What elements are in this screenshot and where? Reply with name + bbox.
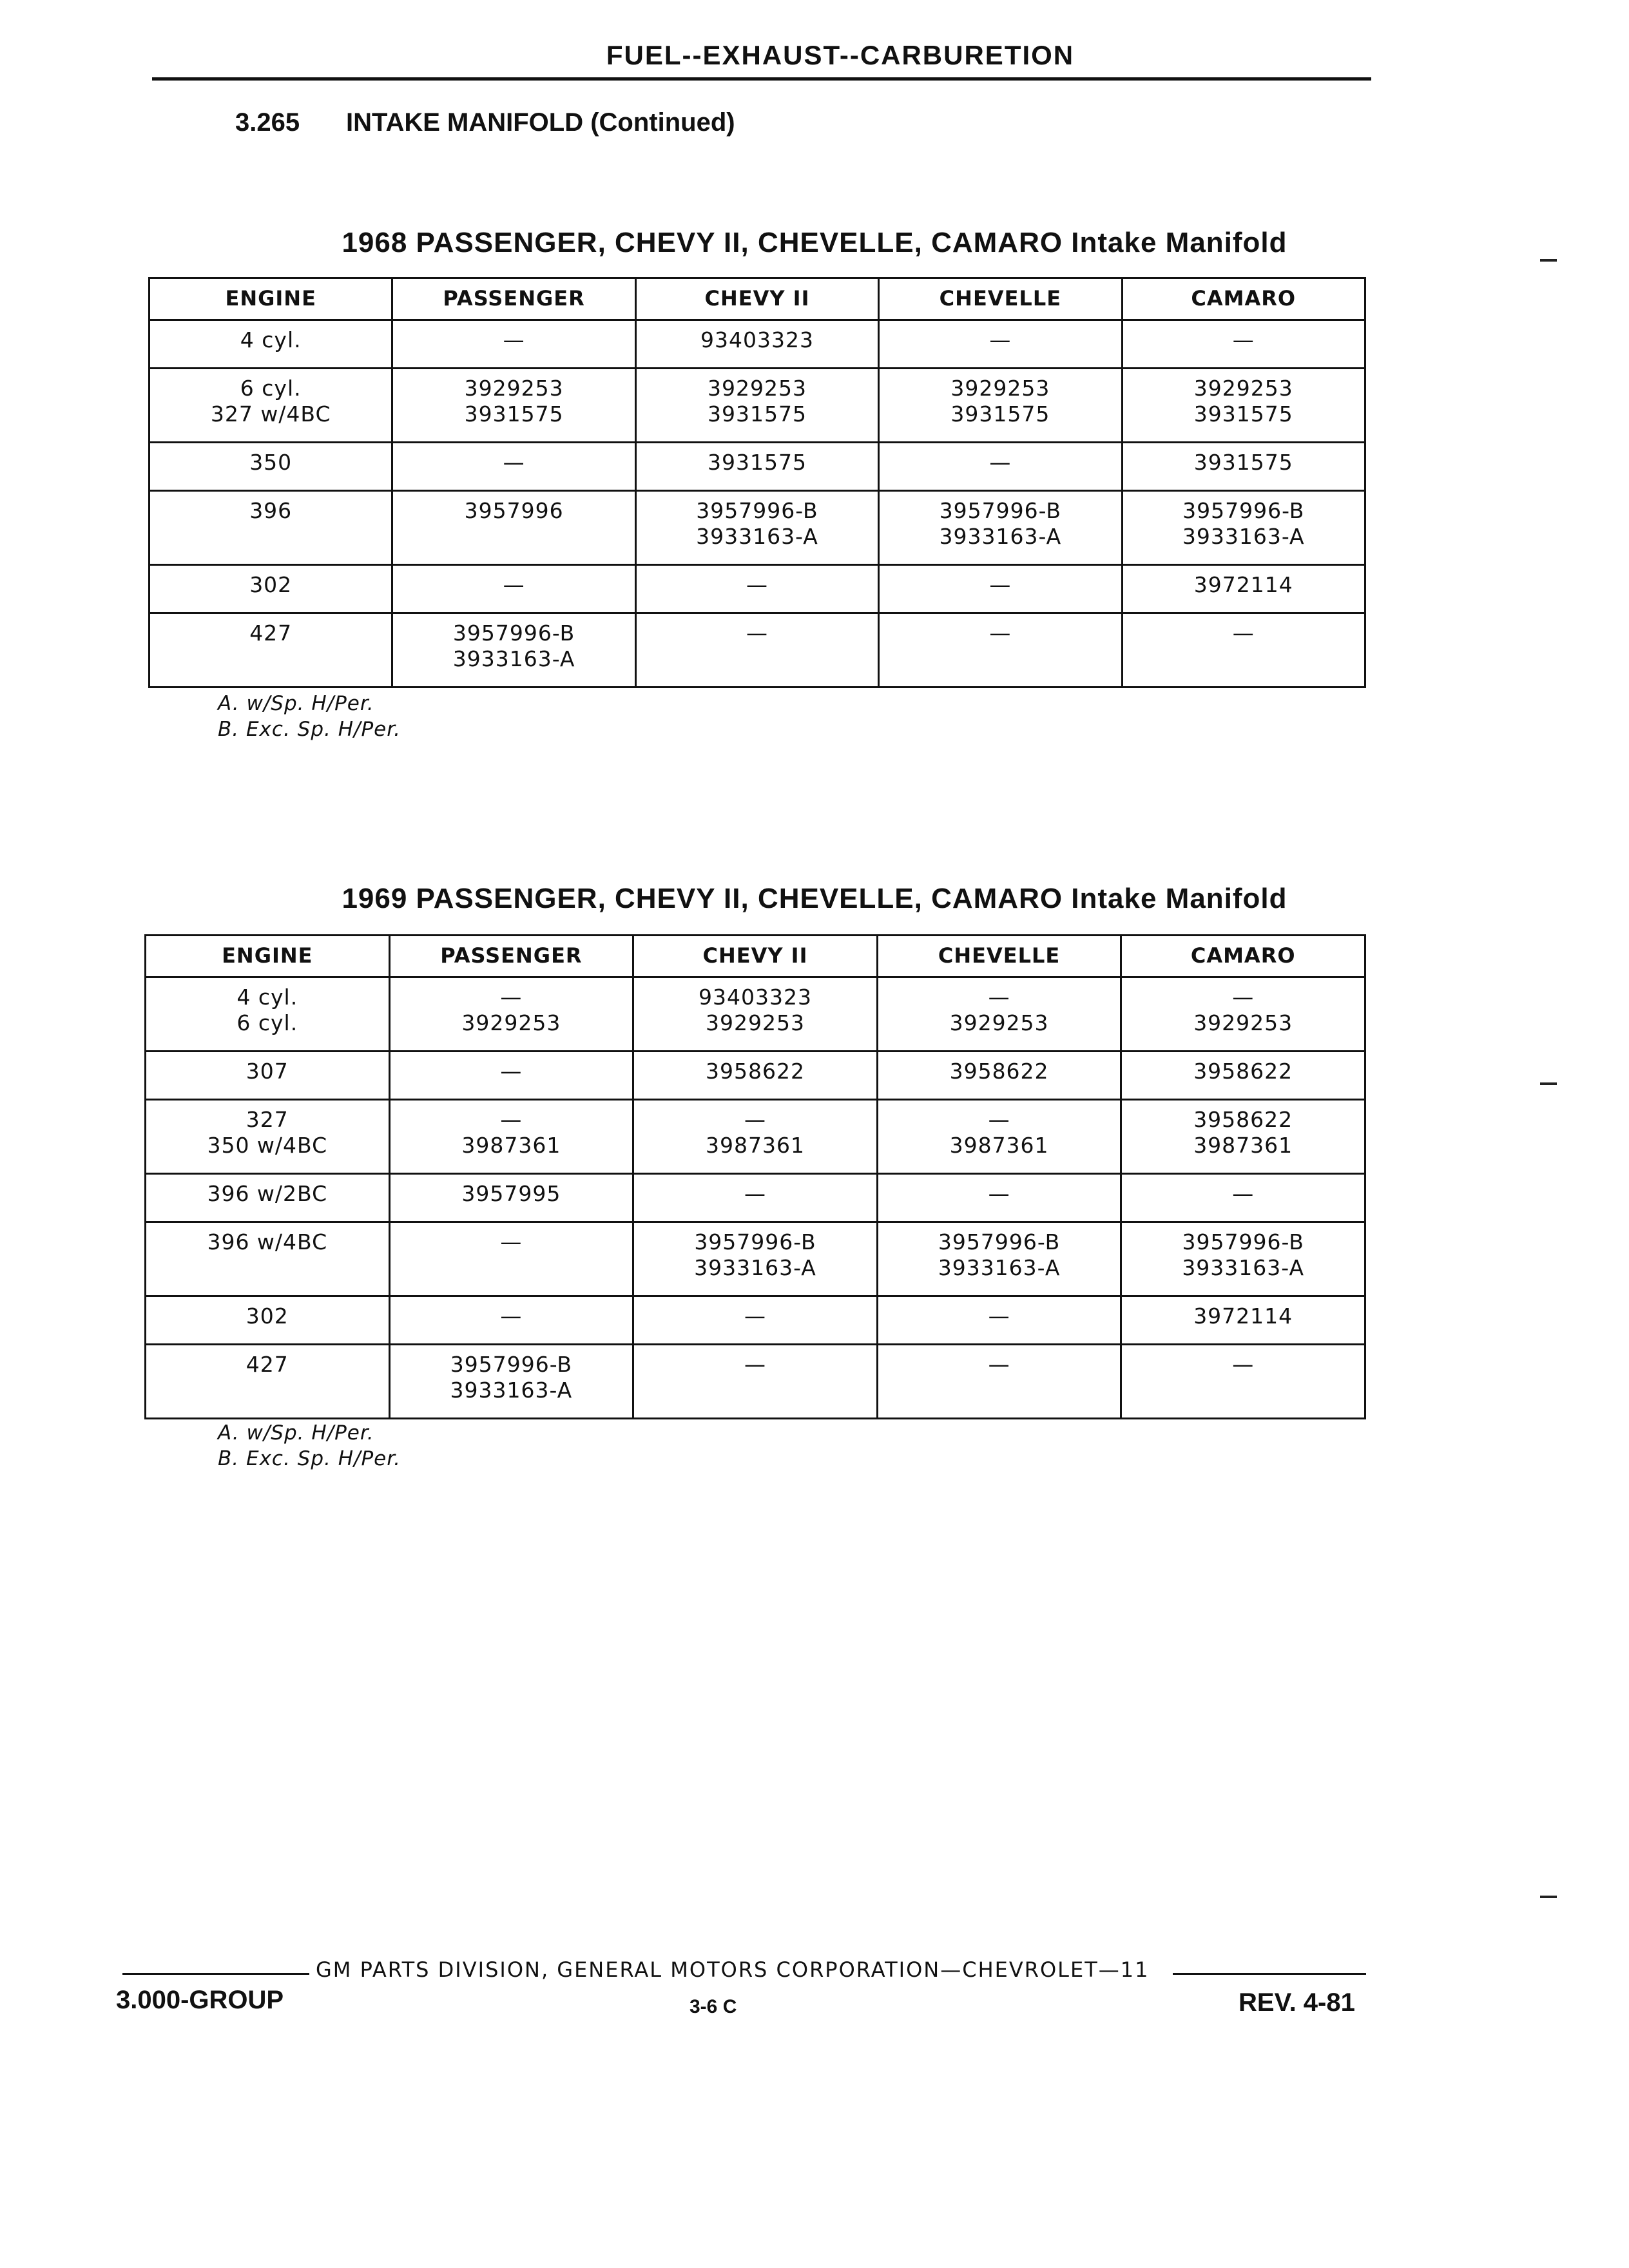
engine-cell — [149, 491, 392, 565]
cell-line: — — [500, 985, 523, 1010]
cell-line: — — [500, 1107, 523, 1132]
margin-tick — [1540, 1082, 1557, 1085]
table-1969-notes — [218, 1420, 401, 1472]
cell-line: 3957995 — [461, 1181, 561, 1206]
part-number-cell — [389, 977, 633, 1052]
footer-group: 3.000-GROUP — [116, 1986, 284, 2014]
column-header: CHEVY II — [633, 936, 878, 977]
table-row — [149, 565, 1365, 613]
part-number-cell — [635, 491, 878, 565]
cell-line: — — [1232, 327, 1255, 352]
cell-line: 327 w/4BC — [210, 401, 331, 427]
table-header-row — [149, 278, 1365, 320]
part-number-cell — [877, 1222, 1121, 1296]
part-number-cell — [392, 443, 635, 491]
cell-line: 3929253 — [949, 1010, 1049, 1035]
part-number-cell — [877, 1174, 1121, 1222]
part-number-cell — [879, 491, 1122, 565]
cell-line: — — [744, 1107, 766, 1132]
cell-line: 3933163-A — [696, 524, 818, 549]
table-row — [149, 443, 1365, 491]
part-number-cell — [392, 613, 635, 687]
cell-line: 3929253 — [707, 376, 807, 401]
cell-line: — — [988, 985, 1010, 1010]
cell-line: 3929253 — [950, 376, 1050, 401]
cell-line: 3931575 — [707, 450, 807, 475]
intake-manifold-table-1969 — [144, 934, 1366, 1419]
part-number-cell — [1122, 565, 1365, 613]
column-header: CHEVY II — [635, 278, 878, 320]
cell-line: 302 — [249, 572, 293, 597]
cell-line: — — [500, 1229, 523, 1254]
part-number-cell — [392, 369, 635, 443]
part-number-cell — [633, 1100, 878, 1174]
part-number-cell — [633, 1174, 878, 1222]
part-number-cell — [1122, 369, 1365, 443]
cell-line: — — [746, 620, 768, 646]
cell-line: 396 w/2BC — [207, 1181, 328, 1206]
header-rule — [152, 77, 1371, 81]
cell-line: 3933163-A — [1182, 524, 1305, 549]
cell-line: 3957996-B — [450, 1352, 573, 1377]
part-number-cell — [389, 1174, 633, 1222]
cell-line: — — [744, 1303, 766, 1329]
cell-line: 4 cyl. — [240, 327, 302, 352]
cell-line: 3933163-A — [452, 646, 575, 671]
column-header: CHEVELLE — [877, 936, 1121, 977]
table-row — [146, 1100, 1365, 1174]
cell-line: 3929253 — [464, 376, 564, 401]
part-number-cell — [633, 977, 878, 1052]
footer-revision: REV. 4-81 — [1239, 1988, 1355, 2017]
column-header: PASSENGER — [389, 936, 633, 977]
part-number-cell — [1121, 977, 1365, 1052]
table-row — [146, 1174, 1365, 1222]
footer-rule-left — [122, 1973, 309, 1975]
engine-cell — [149, 369, 392, 443]
part-number-cell — [879, 613, 1122, 687]
cell-line: 3958622 — [1193, 1059, 1293, 1084]
cell-line: 3972114 — [1193, 1303, 1293, 1329]
cell-line: — — [988, 1181, 1010, 1206]
part-number-cell — [633, 1052, 878, 1100]
part-number-cell — [1121, 1222, 1365, 1296]
cell-line: — — [503, 450, 525, 475]
table-row — [149, 369, 1365, 443]
table-row — [149, 491, 1365, 565]
engine-cell — [146, 1222, 390, 1296]
column-header: CHEVELLE — [879, 278, 1122, 320]
cell-line: 3957996-B — [1182, 498, 1305, 523]
part-number-cell — [389, 1222, 633, 1296]
cell-line: 327 — [246, 1107, 289, 1132]
part-number-cell — [392, 491, 635, 565]
part-number-cell — [1122, 613, 1365, 687]
cell-line: 93403323 — [700, 327, 814, 352]
cell-line: — — [989, 572, 1012, 597]
cell-line: 3957996-B — [938, 1229, 1061, 1254]
part-number-cell — [879, 443, 1122, 491]
cell-line: 3957996-B — [694, 1229, 816, 1254]
cell-line: — — [500, 1303, 523, 1329]
engine-cell — [146, 1345, 390, 1419]
cell-line: — — [744, 1181, 766, 1206]
table-row — [146, 1222, 1365, 1296]
column-header: PASSENGER — [392, 278, 635, 320]
cell-line: 3958622 — [949, 1059, 1049, 1084]
table-row — [149, 320, 1365, 369]
part-number-cell — [1121, 1345, 1365, 1419]
part-number-cell — [1122, 443, 1365, 491]
table-row — [146, 1345, 1365, 1419]
cell-line: — — [746, 572, 768, 597]
cell-line: 3957996 — [464, 498, 564, 523]
cell-line: 3933163-A — [450, 1378, 573, 1403]
cell-line: — — [1232, 985, 1255, 1010]
cell-line: 3972114 — [1193, 572, 1293, 597]
part-number-cell — [389, 1296, 633, 1345]
part-number-cell — [877, 1296, 1121, 1345]
cell-line: 93403323 — [699, 985, 812, 1010]
footer-corporation: GM PARTS DIVISION, GENERAL MOTORS CORPORATION—CHEVROLET—11 — [316, 1957, 1150, 1982]
cell-line: 3929253 — [1193, 1010, 1293, 1035]
engine-cell — [146, 1296, 390, 1345]
part-number-cell — [633, 1345, 878, 1419]
cell-line: — — [1232, 1352, 1255, 1377]
column-header: CAMARO — [1121, 936, 1365, 977]
part-number-cell — [389, 1345, 633, 1419]
cell-line: 302 — [246, 1303, 289, 1329]
cell-line: — — [1232, 1181, 1255, 1206]
cell-line: 3933163-A — [939, 524, 1062, 549]
part-number-cell — [633, 1296, 878, 1345]
table-row — [146, 1296, 1365, 1345]
cell-line: 3957996-B — [939, 498, 1062, 523]
table-1969-title: 1969 PASSENGER, CHEVY II, CHEVELLE, CAMARO Intake Manifold — [342, 883, 1287, 914]
margin-tick — [1540, 259, 1557, 262]
table-row — [149, 613, 1365, 687]
column-header: ENGINE — [149, 278, 392, 320]
part-number-cell — [1122, 491, 1365, 565]
part-number-cell — [879, 565, 1122, 613]
cell-line: 6 cyl. — [240, 376, 302, 401]
part-number-cell — [635, 565, 878, 613]
engine-cell — [146, 1174, 390, 1222]
cell-line: — — [503, 572, 525, 597]
cell-line: 396 — [249, 498, 293, 523]
part-number-cell — [1121, 1100, 1365, 1174]
cell-line: 350 w/4BC — [207, 1133, 328, 1158]
part-number-cell — [392, 320, 635, 369]
part-number-cell — [1121, 1174, 1365, 1222]
note-b: B. Exc. Sp. H/Per. — [218, 718, 401, 741]
cell-line: 350 — [249, 450, 293, 475]
part-number-cell — [877, 977, 1121, 1052]
note-a: A. w/Sp. H/Per. — [218, 1421, 374, 1445]
note-b: B. Exc. Sp. H/Per. — [218, 1447, 401, 1470]
cell-line: 3931575 — [464, 401, 564, 427]
engine-cell — [149, 443, 392, 491]
engine-cell — [146, 1100, 390, 1174]
part-number-cell — [392, 565, 635, 613]
part-number-cell — [1122, 320, 1365, 369]
part-number-cell — [877, 1345, 1121, 1419]
cell-line: — — [989, 327, 1012, 352]
cell-line: 3933163-A — [1182, 1255, 1305, 1280]
table-1968-notes — [218, 691, 401, 742]
engine-cell — [149, 320, 392, 369]
engine-cell — [149, 565, 392, 613]
table-body — [146, 977, 1365, 1419]
cell-line: — — [500, 1059, 523, 1084]
cell-line: 3957996-B — [696, 498, 818, 523]
table-row — [146, 1052, 1365, 1100]
cell-line: — — [988, 1107, 1010, 1132]
cell-line: 3957996-B — [452, 620, 575, 646]
cell-line: 307 — [246, 1059, 289, 1084]
cell-line: 3929253 — [1193, 376, 1293, 401]
cell-line: 3929253 — [705, 1010, 805, 1035]
part-number-cell — [879, 320, 1122, 369]
cell-line: 3958622 — [1193, 1107, 1293, 1132]
note-a: A. w/Sp. H/Per. — [218, 692, 374, 715]
footer-page-number: 3-6 C — [689, 1996, 737, 2017]
footer-rule-right — [1173, 1973, 1366, 1975]
part-number-cell — [389, 1100, 633, 1174]
part-number-cell — [635, 320, 878, 369]
cell-line: — — [503, 327, 525, 352]
part-number-cell — [633, 1222, 878, 1296]
cell-line: 427 — [246, 1352, 289, 1377]
cell-line: 4 cyl. — [236, 985, 298, 1010]
cell-line: 396 w/4BC — [207, 1229, 328, 1254]
cell-line: — — [744, 1352, 766, 1377]
cell-line: 6 cyl. — [236, 1010, 298, 1035]
section-title: INTAKE MANIFOLD (Continued) — [346, 108, 735, 137]
part-number-cell — [879, 369, 1122, 443]
part-number-cell — [635, 613, 878, 687]
cell-line: — — [989, 450, 1012, 475]
cell-line: 3987361 — [949, 1133, 1049, 1158]
part-number-cell — [877, 1052, 1121, 1100]
cell-line: 3958622 — [705, 1059, 805, 1084]
cell-line: 3987361 — [461, 1133, 561, 1158]
part-number-cell — [389, 1052, 633, 1100]
column-header: CAMARO — [1122, 278, 1365, 320]
cell-line: 3931575 — [950, 401, 1050, 427]
cell-line: — — [988, 1352, 1010, 1377]
engine-cell — [146, 1052, 390, 1100]
part-number-cell — [1121, 1052, 1365, 1100]
cell-line: 3987361 — [705, 1133, 805, 1158]
part-number-cell — [877, 1100, 1121, 1174]
intake-manifold-table-1968 — [148, 277, 1366, 688]
cell-line: 3933163-A — [938, 1255, 1061, 1280]
table-1968-title: 1968 PASSENGER, CHEVY II, CHEVELLE, CAMARO Intake Manifold — [342, 227, 1287, 258]
cell-line: 3931575 — [1193, 450, 1293, 475]
cell-line: 3931575 — [1193, 401, 1293, 427]
table-row — [146, 977, 1365, 1052]
cell-line: — — [989, 620, 1012, 646]
cell-line: 3931575 — [707, 401, 807, 427]
section-number: 3.265 — [235, 108, 300, 137]
cell-line: 3987361 — [1193, 1133, 1293, 1158]
page-header-title: FUEL--EXHAUST--CARBURETION — [606, 40, 1075, 70]
cell-line: — — [1232, 620, 1255, 646]
margin-tick — [1540, 1896, 1557, 1898]
table-body — [149, 320, 1365, 687]
cell-line: 3957996-B — [1182, 1229, 1304, 1254]
part-number-cell — [635, 369, 878, 443]
cell-line: 3933163-A — [694, 1255, 816, 1280]
part-number-cell — [635, 443, 878, 491]
engine-cell — [149, 613, 392, 687]
cell-line: 427 — [249, 620, 293, 646]
engine-cell — [146, 977, 390, 1052]
part-number-cell — [1121, 1296, 1365, 1345]
cell-line: — — [988, 1303, 1010, 1329]
column-header: ENGINE — [146, 936, 390, 977]
cell-line: 3929253 — [461, 1010, 561, 1035]
table-header-row — [146, 936, 1365, 977]
